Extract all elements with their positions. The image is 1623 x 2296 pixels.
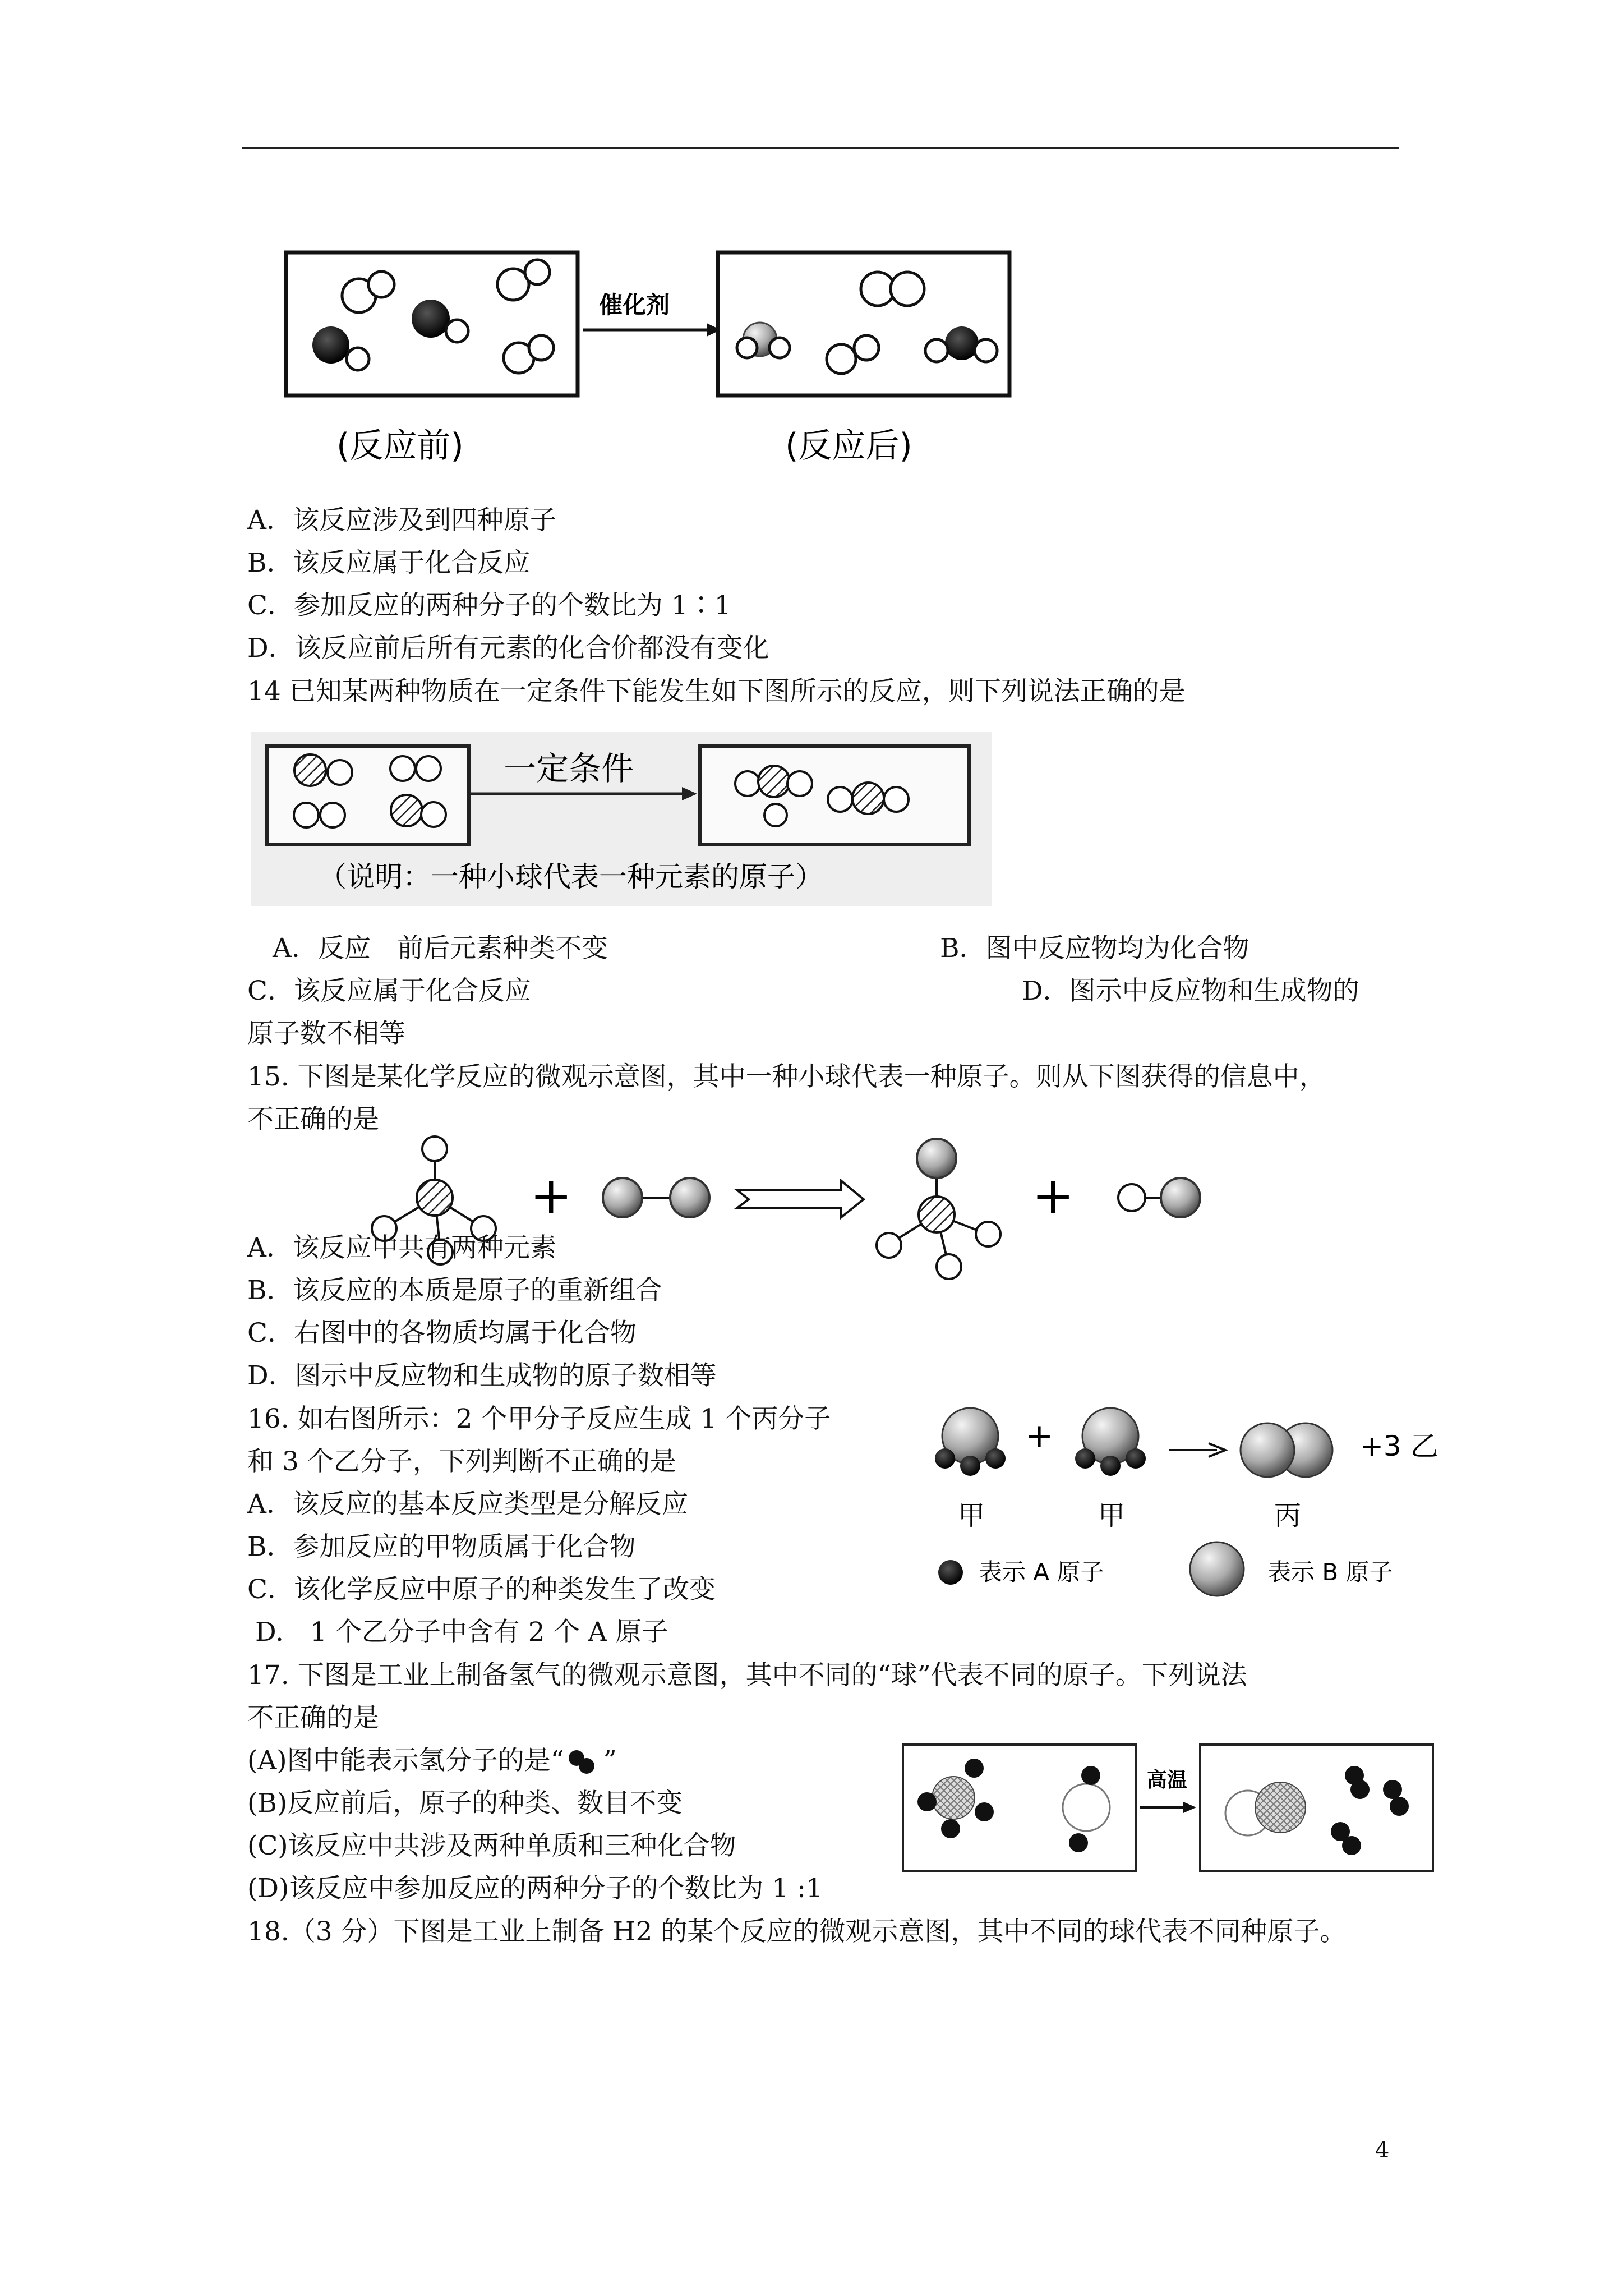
q15-diagram (359, 1128, 1284, 1290)
q17-option-a (247, 1744, 617, 1778)
q16-option-b: B．参加反应的甲物质属于化合物 (247, 1531, 636, 1562)
q16-molecule-bing (1241, 1423, 1332, 1477)
q16-diagram (925, 1400, 1486, 1613)
q14-option-c: C．该反应属于化合反应 (247, 976, 531, 1006)
q16-legend-b-atom (1190, 1542, 1244, 1596)
q16-legend-a: 表示 A 原子 (979, 1558, 1104, 1586)
q13-option-d: D．该反应前后所有元素的化合价都没有变化 (247, 633, 769, 664)
q15-option-c: C．右图中的各物质均属于化合物 (247, 1318, 637, 1349)
q15-option-b: B．该反应的本质是原子的重新组合 (247, 1275, 662, 1306)
q15-option-a: A．该反应中共有两种元素 (247, 1232, 556, 1263)
q13-before-label: (反应前) (336, 426, 464, 466)
q15-option-d: D．图示中反应物和生成物的原子数相等 (247, 1360, 717, 1391)
q14-diagram (251, 732, 992, 906)
q14-option-d: D．图示中反应物和生成物的 (1022, 976, 1359, 1006)
q16-stem-line2: 和 3 个乙分子，下列判断不正确的是 (247, 1446, 676, 1477)
q16-stem-line1: 16. 如右图所示：2 个甲分子反应生成 1 个丙分子 (247, 1404, 831, 1434)
q17-arrow-label: 高温 (1147, 1769, 1188, 1792)
q16-option-d: D. 1 个乙分子中含有 2 个 A 原子 (255, 1617, 668, 1648)
q14-option-b: B．图中反应物均为化合物 (940, 933, 1249, 964)
q17-diagram (900, 1733, 1438, 1879)
q17-option-d: (D)该反应中参加反应的两种分子的个数比为 1 :1 (247, 1873, 823, 1904)
q16-molecule-jia-2 (1075, 1408, 1146, 1476)
q15-plus-1: + (530, 1166, 573, 1225)
q16-option-a: A．该反应的基本反应类型是分解反应 (247, 1489, 688, 1520)
q15-stem-line1: 15. 下图是某化学反应的微观示意图，其中一种小球代表一种原子。则从下图获得的信息中， (247, 1061, 1326, 1092)
q14-stem: 14 已知某两种物质在一定条件下能发生如下图所示的反应，则下列说法正确的是 (247, 676, 1186, 707)
q15-stem-line2: 不正确的是 (247, 1104, 379, 1135)
q14-option-d-cont: 原子数不相等 (247, 1018, 405, 1049)
hydrogen-molecule-icon (564, 1747, 603, 1775)
q13-option-a: A．该反应涉及到四种原子 (247, 505, 556, 536)
q17-stem-line2: 不正确的是 (247, 1703, 379, 1733)
q17-stem-line1: 17. 下图是工业上制备氢气的微观示意图，其中不同的“球”代表不同的原子。下列说法 (247, 1660, 1247, 1691)
q13-option-b: B．该反应属于化合反应 (247, 547, 531, 578)
q16-plus: + (1025, 1416, 1054, 1456)
q16-molecule-jia-1 (935, 1408, 1006, 1476)
q17-option-a-close: ” (603, 1745, 617, 1776)
q15-arrow (737, 1181, 864, 1217)
q18-stem: 18.（3 分）下图是工业上制备 H2 的某个反应的微观示意图，其中不同的球代表不同种原子。 (247, 1916, 1347, 1947)
q15-product-2 (1118, 1178, 1200, 1217)
header-rule (242, 147, 1399, 149)
q17-option-b: (B)反应前后，原子的种类、数目不变 (247, 1788, 683, 1819)
page-number: 4 (1375, 2137, 1390, 2163)
q15-product-1 (877, 1139, 1000, 1279)
q16-option-c: C．该化学反应中原子的种类发生了改变 (247, 1574, 716, 1605)
q16-label-bing: 丙 (1274, 1500, 1302, 1531)
q16-label-jia-1: 甲 (958, 1500, 985, 1531)
q16-legend-b: 表示 B 原子 (1267, 1558, 1393, 1586)
q16-label-jia-2: 甲 (1098, 1500, 1126, 1531)
q17-option-a-text: (A)图中能表示氢分子的是“ (247, 1745, 564, 1776)
q13-diagram (280, 247, 1032, 482)
q14-arrow-label: 一定条件 (504, 749, 634, 788)
q14-option-a: A．反应 前后元素种类不变 (273, 933, 608, 964)
q17-option-c: (C)该反应中共涉及两种单质和三种化合物 (247, 1830, 736, 1861)
q16-legend-a-atom (938, 1560, 963, 1585)
q15-plus-2: + (1032, 1166, 1075, 1225)
q15-reactant-2 (603, 1178, 709, 1217)
q13-after-label: (反应后) (785, 426, 912, 466)
q16-plus3-yi: +3 乙 (1360, 1430, 1438, 1462)
q13-option-c: C．参加反应的两种分子的个数比为 1∶1 (247, 590, 731, 621)
q14-note: （说明：一种小球代表一种元素的原子） (319, 861, 823, 893)
q13-catalyst-label: 催化剂 (599, 291, 670, 319)
